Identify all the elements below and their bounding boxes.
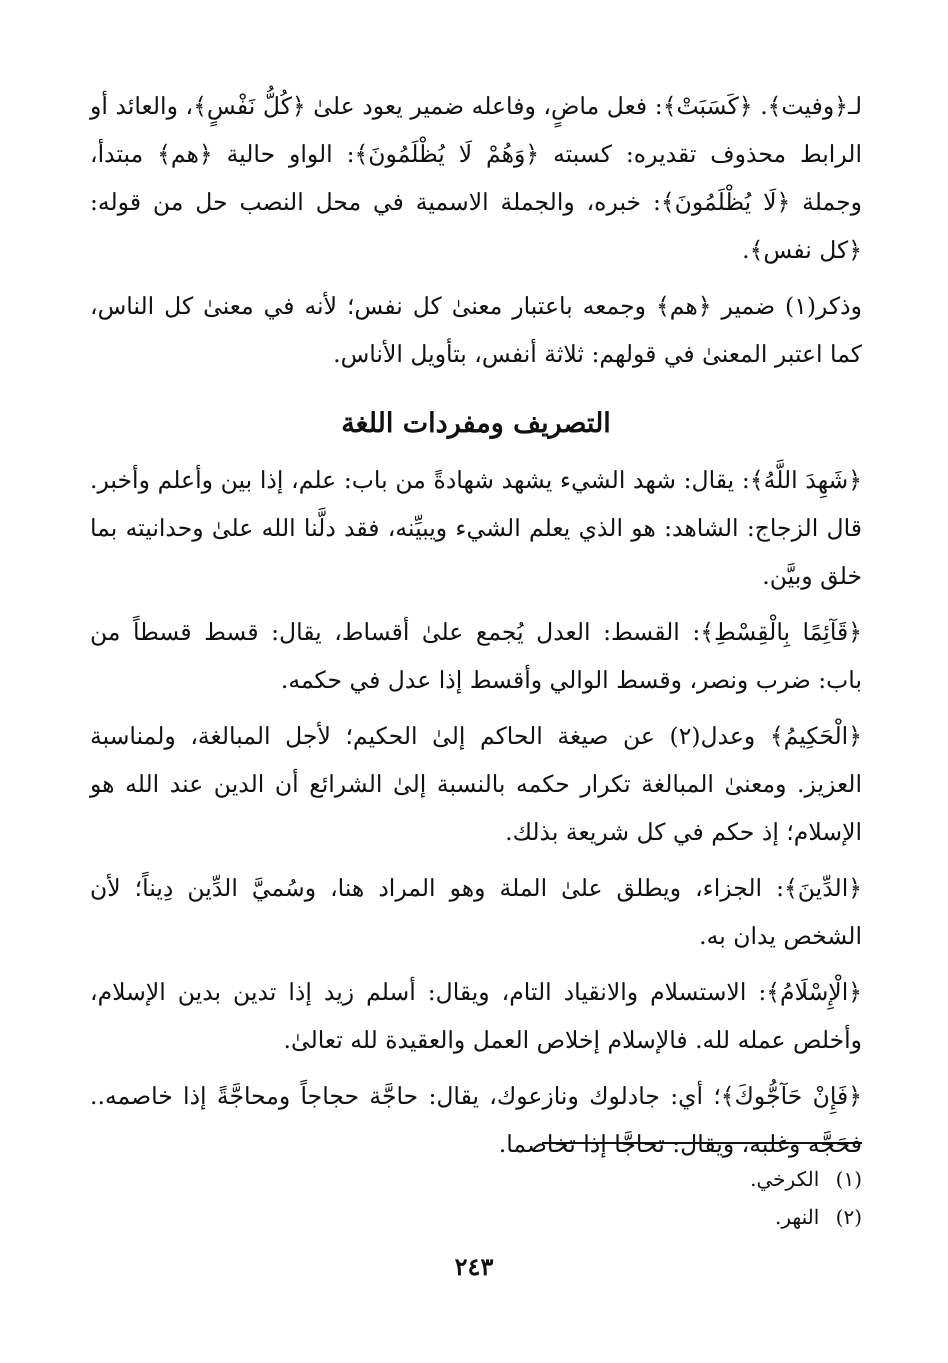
entry-qist: ﴿قَآئِمًا بِالْقِسْطِ﴾: القسط: العدل يُجمع علىٰ أقساط، يقال: قسط قسطاً من باب: ضرب ونصر، وقسط الوالي وأقسط إذا عدل في حكمه. (90, 618, 862, 694)
entry-hajjuk: ﴿فَإِنْ حَآجُّوكَ﴾؛ أي: جادلوك ونازعوك، يقال: حاجَّة حجاجاً ومحاجَّةً إذا خاصمه.. فحَجَّه وغلبه، ويقال: تحاجَّا إذا تخاصما. (90, 1082, 862, 1158)
footnote-2-number: (٢) (835, 1205, 862, 1229)
footnote-divider (542, 1142, 862, 1144)
section-heading: التصريف ومفردات اللغة (341, 408, 611, 439)
footnotes (362, 1160, 862, 1236)
footnote-2-text: النهر. (774, 1205, 820, 1229)
page-number: ٢٤٣ (454, 1252, 494, 1281)
entry-hakeem: ﴿الْحَكِيمُ﴾ وعدل(٢) عن صيغة الحاكم إلىٰ الحكيم؛ لأجل المبالغة، ولمناسبة العزيز. ومعنىٰ المبالغة تكرار حكمه بالنسبة إلىٰ الشرائع أن الدين عند الله هو الإسلام؛ إذ حكم في كل شريعة بذلك. (90, 722, 862, 846)
footnote-1-text: الكرخي. (750, 1167, 820, 1191)
body-paragraph-1: لـ﴿وفيت﴾. ﴿كَسَبَتْ﴾: فعل ماضٍ، وفاعله ضمير يعود علىٰ ﴿كُلُّ نَفْسٍ﴾، والعائد أو الرابط محذوف تقديره: كسبته ﴿وَهُمْ لَا يُظْلَمُونَ﴾: الواو حالية ﴿هم﴾ مبتدأ، وجملة ﴿لَا يُظْلَمُونَ﴾: خبره، والجملة الاسمية في محل النصب حل من قوله: ﴿كل نفس﴾. (90, 92, 862, 264)
body-paragraph-2: وذكر(١) ضمير ﴿هم﴾ وجمعه باعتبار معنىٰ كل نفس؛ لأنه في معنىٰ كل الناس، كما اعتبر المعنىٰ في قولهم: ثلاثة أنفس، بتأويل الأناس. (90, 292, 862, 368)
entry-shahida: ﴿شَهِدَ اللَّهُ﴾: يقال: شهد الشيء يشهد شهادةً من باب: علم، إذا بين وأعلم وأخبر. قال الزجاج: الشاهد: هو الذي يعلم الشيء ويبيِّنه، فقد دلَّنا الله علىٰ وحدانيته بما خلق وبيَّن. (90, 466, 863, 590)
entry-islam: ﴿الْإِسْلَامُ﴾: الاستسلام والانقياد التام، ويقال: أسلم زيد إذا تدين بدين الإسلام، وأخلص عمله لله. فالإسلام إخلاص العمل والعقيدة لله تعالىٰ. (90, 978, 862, 1054)
footnote-1 (362, 1160, 862, 1198)
entry-deen: ﴿الدِّينَ﴾: الجزاء، ويطلق علىٰ الملة وهو المراد هنا، وسُميَّ الدِّين دِيناً؛ لأن الشخص يدان به. (90, 874, 862, 950)
footnote-2 (362, 1198, 862, 1236)
footnote-1-number: (١) (835, 1167, 862, 1191)
